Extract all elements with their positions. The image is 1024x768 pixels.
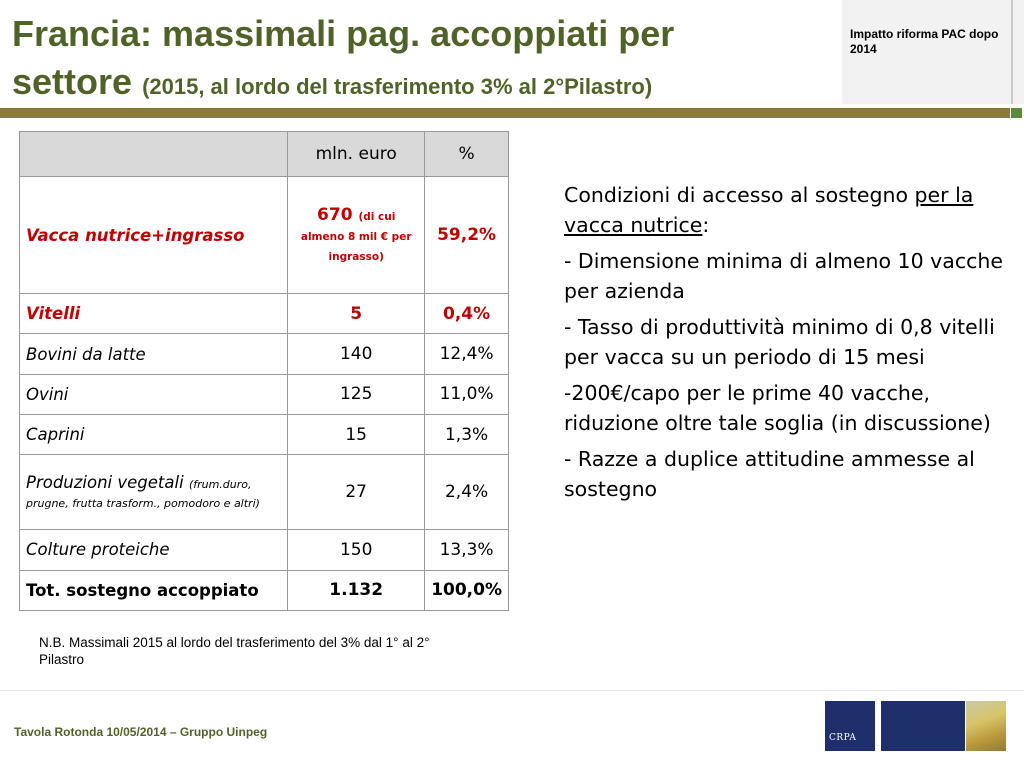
table-row bbox=[20, 374, 509, 414]
row-label bbox=[20, 455, 288, 530]
title-line-2 bbox=[12, 58, 832, 111]
crpa-logo-text: CRPA bbox=[829, 733, 857, 743]
crpa-logo bbox=[825, 701, 875, 751]
row-label: Vitelli bbox=[20, 294, 288, 334]
row-pct: 0,4% bbox=[425, 294, 509, 334]
title-main: settore bbox=[12, 61, 133, 102]
row-value: 125 bbox=[288, 374, 425, 414]
slide-title bbox=[12, 10, 832, 111]
title-line-1: Francia: massimali pag. accoppiati per bbox=[12, 13, 675, 54]
row-pct: 12,4% bbox=[425, 334, 509, 374]
conditions-intro-prefix: Condizioni di accesso al sostegno bbox=[564, 183, 915, 207]
table-row bbox=[20, 334, 509, 374]
condition-item: - Razze a duplice attitudine ammesse al sostegno bbox=[564, 447, 975, 501]
logo-blue-panel bbox=[881, 701, 965, 751]
table-row bbox=[20, 530, 509, 570]
data-table bbox=[19, 131, 509, 611]
table-row bbox=[20, 294, 509, 334]
hay-bales-photo bbox=[966, 701, 1006, 751]
row-value: 27 bbox=[288, 455, 425, 530]
row-pct: 2,4% bbox=[425, 455, 509, 530]
row-pct: 1,3% bbox=[425, 415, 509, 455]
row-pct: 100,0% bbox=[425, 570, 509, 610]
coupled-payments-table bbox=[19, 131, 509, 611]
row-value: 5 bbox=[288, 294, 425, 334]
table-total-row bbox=[20, 570, 509, 610]
row-label: Ovini bbox=[20, 374, 288, 414]
row-label: Tot. sostegno accoppiato bbox=[20, 570, 288, 610]
row-label: Vacca nutrice+ingrasso bbox=[20, 177, 288, 294]
table-header-pct: % bbox=[425, 132, 509, 177]
conditions-intro-underlined: per la vacca nutrice bbox=[564, 183, 974, 237]
condition-item: - Tasso di produttività minimo di 0,8 vitelli per vacca su un periodo di 15 mesi bbox=[564, 315, 995, 369]
table-header-blank bbox=[20, 132, 288, 177]
table-row bbox=[20, 177, 509, 294]
presentation-topic: Impatto riforma PAC dopo 2014 bbox=[850, 27, 999, 56]
footnote: N.B. Massimali 2015 al lordo del trasferimento del 3% dal 1° al 2° Pilastro bbox=[39, 635, 430, 667]
row-value: 15 bbox=[288, 415, 425, 455]
row-pct: 13,3% bbox=[425, 530, 509, 570]
right-divider bbox=[1011, 0, 1013, 104]
row-label: Caprini bbox=[20, 415, 288, 455]
footer-text: Tavola Rotonda 10/05/2014 – Gruppo Uinpeg bbox=[14, 725, 268, 739]
conditions-intro bbox=[564, 180, 1004, 240]
row-pct: 59,2% bbox=[425, 177, 509, 294]
condition-item: - Dimensione minima di almeno 10 vacche per azienda bbox=[564, 249, 1003, 303]
title-subtitle: (2015, al lordo del trasferimento 3% al 2°Pilastro) bbox=[142, 74, 653, 99]
table-header-row bbox=[20, 132, 509, 177]
header-accent-square bbox=[1011, 108, 1022, 118]
conditions-text bbox=[564, 180, 1004, 510]
table-header-value: mln. euro bbox=[288, 132, 425, 177]
table-row bbox=[20, 415, 509, 455]
table-row bbox=[20, 455, 509, 530]
row-value-number: 670 bbox=[317, 205, 353, 226]
row-value: 150 bbox=[288, 530, 425, 570]
condition-item: -200€/capo per le prime 40 vacche, riduzione oltre tale soglia (in discussione) bbox=[564, 381, 991, 435]
row-label-note: (frum.duro, prugne, frutta trasform., pomodoro e altri) bbox=[26, 478, 260, 511]
row-value bbox=[288, 177, 425, 294]
row-value: 1.132 bbox=[288, 570, 425, 610]
row-pct: 11,0% bbox=[425, 374, 509, 414]
row-value-note: (di cui almeno 8 mil € per ingrasso) bbox=[300, 211, 412, 264]
row-label: Colture proteiche bbox=[20, 530, 288, 570]
row-value: 140 bbox=[288, 334, 425, 374]
row-label-main: Produzioni vegetali bbox=[26, 473, 184, 493]
footer-divider bbox=[0, 690, 1024, 691]
row-label: Bovini da latte bbox=[20, 334, 288, 374]
conditions-intro-suffix: : bbox=[702, 213, 710, 237]
header-divider-bar bbox=[0, 108, 1010, 118]
